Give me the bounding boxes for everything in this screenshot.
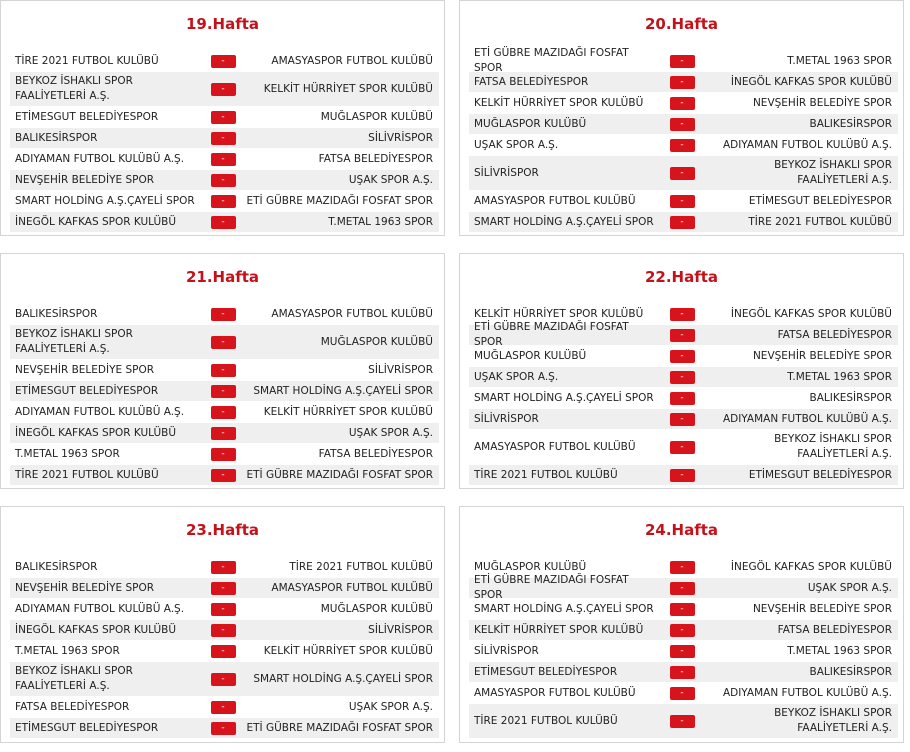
week-title: 23.Hafta <box>185 521 260 539</box>
score-badge[interactable]: - <box>670 603 695 616</box>
fixture-row[interactable] <box>469 620 898 641</box>
home-team: BALIKESİRSPOR <box>15 560 98 573</box>
fixture-row[interactable] <box>10 423 439 444</box>
fixture-row[interactable] <box>469 662 898 683</box>
away-team: ETİ GÜBRE MAZIDAĞI FOSFAT SPOR <box>246 468 433 481</box>
score-cell <box>200 673 246 686</box>
score-badge[interactable]: - <box>670 97 695 110</box>
home-team: İNEGÖL KAFKAS SPOR KULÜBÜ <box>15 426 177 439</box>
fixture-row[interactable] <box>469 683 898 704</box>
home-team: MUĞLASPOR KULÜBÜ <box>474 349 587 362</box>
away-team: İNEGÖL KAFKAS SPOR KULÜBÜ <box>730 75 892 88</box>
fixture-row[interactable] <box>469 47 898 74</box>
fixture-row[interactable] <box>10 465 439 486</box>
away-team: T.METAL 1963 SPOR <box>787 370 892 383</box>
score-cell <box>200 582 246 595</box>
score-cell <box>200 701 246 714</box>
fixture-row[interactable] <box>10 149 439 170</box>
score-badge[interactable]: - <box>211 336 236 349</box>
fixture-row[interactable] <box>10 620 439 641</box>
home-team: KELKİT HÜRRİYET SPOR KULÜBÜ <box>474 307 644 320</box>
home-team: SİLİVRİSPOR <box>474 412 539 425</box>
away-team: MUĞLASPOR KULÜBÜ <box>320 602 433 615</box>
fixture-row[interactable] <box>10 662 439 697</box>
away-team: NEVŞEHİR BELEDİYE SPOR <box>752 96 892 109</box>
score-badge[interactable]: - <box>211 195 236 208</box>
score-badge[interactable]: - <box>211 448 236 461</box>
score-cell <box>200 448 246 461</box>
fixture-row[interactable] <box>10 325 439 360</box>
week-card-20 <box>459 0 904 236</box>
home-team: BALIKESİRSPOR <box>15 131 98 144</box>
away-team: UŞAK SPOR A.Ş. <box>348 173 433 186</box>
away-team: BEYKOZ İSHAKLI SPOR FAALİYETLERİ A.Ş. <box>774 433 892 460</box>
score-cell <box>659 350 705 363</box>
fixture-row[interactable] <box>469 641 898 662</box>
score-badge[interactable]: - <box>670 666 695 679</box>
home-team: SMART HOLDİNG A.Ş.ÇAYELİ SPOR <box>474 602 654 615</box>
away-team: NEVŞEHİR BELEDİYE SPOR <box>752 602 892 615</box>
score-cell <box>200 624 246 637</box>
score-cell <box>659 329 705 342</box>
home-team: SMART HOLDİNG A.Ş.ÇAYELİ SPOR <box>15 194 195 207</box>
away-team: MUĞLASPOR KULÜBÜ <box>320 335 433 348</box>
score-cell <box>659 624 705 637</box>
away-team: BEYKOZ İSHAKLI SPOR FAALİYETLERİ A.Ş. <box>774 707 892 734</box>
score-badge[interactable]: - <box>211 624 236 637</box>
score-badge[interactable]: - <box>211 174 236 187</box>
home-team: BEYKOZ İSHAKLI SPOR FAALİYETLERİ A.Ş. <box>15 75 133 102</box>
score-cell <box>659 97 705 110</box>
score-badge[interactable]: - <box>670 687 695 700</box>
score-badge[interactable]: - <box>670 469 695 482</box>
score-cell <box>200 83 246 96</box>
fixture-row[interactable] <box>469 367 898 388</box>
score-cell <box>200 132 246 145</box>
score-badge[interactable]: - <box>211 645 236 658</box>
home-team: ETİ GÜBRE MAZIDAĞI FOSFAT SPOR <box>474 47 629 74</box>
fixture-row[interactable] <box>10 170 439 191</box>
home-team: T.METAL 1963 SPOR <box>15 644 120 657</box>
home-team: NEVŞEHİR BELEDİYE SPOR <box>15 581 155 594</box>
fixture-row[interactable] <box>10 697 439 718</box>
fixture-row[interactable] <box>469 409 898 430</box>
week-title: 20.Hafta <box>644 15 719 33</box>
score-cell <box>659 371 705 384</box>
score-cell <box>659 715 705 728</box>
home-team: ADIYAMAN FUTBOL KULÜBÜ A.Ş. <box>15 405 185 418</box>
away-team: MUĞLASPOR KULÜBÜ <box>320 110 433 123</box>
home-team: ETİ GÜBRE MAZIDAĞI FOSFAT SPOR <box>474 321 629 348</box>
away-team: ADIYAMAN FUTBOL KULÜBÜ A.Ş. <box>722 686 892 699</box>
score-badge[interactable]: - <box>211 132 236 145</box>
score-cell <box>200 364 246 377</box>
fixture-row[interactable] <box>469 704 898 739</box>
away-team: UŞAK SPOR A.Ş. <box>348 426 433 439</box>
fixture-row[interactable] <box>469 574 898 601</box>
fixture-row[interactable] <box>10 51 439 72</box>
week-card-22 <box>459 253 904 489</box>
fixture-row[interactable] <box>10 212 439 233</box>
fixture-row[interactable] <box>469 93 898 114</box>
home-team: FATSA BELEDİYESPOR <box>15 700 130 713</box>
score-badge[interactable]: - <box>670 645 695 658</box>
score-badge[interactable]: - <box>670 195 695 208</box>
week-card-24 <box>459 506 904 743</box>
away-team: ADIYAMAN FUTBOL KULÜBÜ A.Ş. <box>722 412 892 425</box>
away-team: SMART HOLDİNG A.Ş.ÇAYELİ SPOR <box>253 672 433 685</box>
away-team: ADIYAMAN FUTBOL KULÜBÜ A.Ş. <box>722 138 892 151</box>
score-cell <box>659 55 705 68</box>
away-team: T.METAL 1963 SPOR <box>787 54 892 67</box>
home-team: TİRE 2021 FUTBOL KULÜBÜ <box>15 468 159 481</box>
score-badge[interactable]: - <box>211 216 236 229</box>
score-badge[interactable]: - <box>670 167 695 180</box>
home-team: T.METAL 1963 SPOR <box>15 447 120 460</box>
score-badge[interactable]: - <box>211 582 236 595</box>
fixture-row[interactable] <box>469 465 898 486</box>
score-badge[interactable]: - <box>670 118 695 131</box>
score-cell <box>659 216 705 229</box>
away-team: UŞAK SPOR A.Ş. <box>348 700 433 713</box>
away-team: BALIKESİRSPOR <box>809 391 892 404</box>
fixture-row[interactable] <box>469 191 898 212</box>
score-cell <box>659 645 705 658</box>
fixture-row[interactable] <box>10 72 439 107</box>
away-team: KELKİT HÜRRİYET SPOR KULÜBÜ <box>263 405 433 418</box>
away-team: FATSA BELEDİYESPOR <box>777 328 892 341</box>
score-cell <box>200 55 246 68</box>
home-team: ETİ GÜBRE MAZIDAĞI FOSFAT SPOR <box>474 574 629 601</box>
fixture-row[interactable] <box>469 135 898 156</box>
score-cell <box>200 195 246 208</box>
score-cell <box>200 603 246 616</box>
away-team: TİRE 2021 FUTBOL KULÜBÜ <box>289 560 433 573</box>
away-team: BALIKESİRSPOR <box>809 665 892 678</box>
score-badge[interactable]: - <box>211 55 236 68</box>
home-team: TİRE 2021 FUTBOL KULÜBÜ <box>474 468 618 481</box>
fixture-row[interactable] <box>10 360 439 381</box>
away-team: SİLİVRİSPOR <box>368 623 433 636</box>
score-badge[interactable]: - <box>670 582 695 595</box>
score-badge[interactable]: - <box>670 624 695 637</box>
away-team: KELKİT HÜRRİYET SPOR KULÜBÜ <box>263 644 433 657</box>
score-cell <box>200 406 246 419</box>
away-team: ETİ GÜBRE MAZIDAĞI FOSFAT SPOR <box>246 721 433 734</box>
score-cell <box>659 413 705 426</box>
fixture-row[interactable] <box>469 212 898 233</box>
fixture-list <box>10 51 439 233</box>
home-team: İNEGÖL KAFKAS SPOR KULÜBÜ <box>15 215 177 228</box>
score-cell <box>659 76 705 89</box>
home-team: SİLİVRİSPOR <box>474 166 539 179</box>
score-badge[interactable]: - <box>211 722 236 735</box>
away-team: İNEGÖL KAFKAS SPOR KULÜBÜ <box>730 560 892 573</box>
fixture-row[interactable] <box>469 388 898 409</box>
score-badge[interactable]: - <box>211 111 236 124</box>
score-badge[interactable]: - <box>670 308 695 321</box>
fixture-list <box>469 47 898 233</box>
home-team: NEVŞEHİR BELEDİYE SPOR <box>15 363 155 376</box>
score-badge[interactable]: - <box>670 139 695 152</box>
score-badge[interactable]: - <box>670 371 695 384</box>
score-cell <box>200 308 246 321</box>
fixture-row[interactable] <box>10 578 439 599</box>
home-team: SMART HOLDİNG A.Ş.ÇAYELİ SPOR <box>474 391 654 404</box>
home-team: KELKİT HÜRRİYET SPOR KULÜBÜ <box>474 96 644 109</box>
away-team: AMASYASPOR FUTBOL KULÜBÜ <box>271 581 433 594</box>
away-team: NEVŞEHİR BELEDİYE SPOR <box>752 349 892 362</box>
score-badge[interactable]: - <box>211 153 236 166</box>
score-cell <box>659 308 705 321</box>
fixture-row[interactable] <box>10 718 439 739</box>
score-badge[interactable]: - <box>670 561 695 574</box>
away-team: TİRE 2021 FUTBOL KULÜBÜ <box>748 215 892 228</box>
home-team: SİLİVRİSPOR <box>474 644 539 657</box>
score-cell <box>659 603 705 616</box>
score-badge[interactable]: - <box>670 55 695 68</box>
home-team: TİRE 2021 FUTBOL KULÜBÜ <box>474 714 618 727</box>
week-title: 24.Hafta <box>644 521 719 539</box>
score-badge[interactable]: - <box>211 364 236 377</box>
fixture-row[interactable] <box>469 346 898 367</box>
fixture-row[interactable] <box>10 599 439 620</box>
away-team: İNEGÖL KAFKAS SPOR KULÜBÜ <box>730 307 892 320</box>
fixture-row[interactable] <box>10 557 439 578</box>
away-team: ETİMESGUT BELEDİYESPOR <box>748 194 892 207</box>
week-title: 22.Hafta <box>644 268 719 286</box>
score-cell <box>659 687 705 700</box>
fixture-row[interactable] <box>10 128 439 149</box>
score-badge[interactable]: - <box>670 216 695 229</box>
fixture-row[interactable] <box>10 641 439 662</box>
fixture-row[interactable] <box>10 107 439 128</box>
score-cell <box>659 582 705 595</box>
score-cell <box>200 153 246 166</box>
home-team: BALIKESİRSPOR <box>15 307 98 320</box>
score-badge[interactable]: - <box>670 413 695 426</box>
score-cell <box>200 385 246 398</box>
score-cell <box>200 111 246 124</box>
fixture-list <box>10 304 439 486</box>
score-badge[interactable]: - <box>211 701 236 714</box>
away-team: T.METAL 1963 SPOR <box>787 644 892 657</box>
fixture-row[interactable] <box>469 156 898 191</box>
score-cell <box>200 174 246 187</box>
score-cell <box>659 666 705 679</box>
home-team: NEVŞEHİR BELEDİYE SPOR <box>15 173 155 186</box>
home-team: UŞAK SPOR A.Ş. <box>474 138 559 151</box>
away-team: UŞAK SPOR A.Ş. <box>807 581 892 594</box>
score-badge[interactable]: - <box>670 392 695 405</box>
fixture-row[interactable] <box>469 599 898 620</box>
away-team: FATSA BELEDİYESPOR <box>318 447 433 460</box>
away-team: AMASYASPOR FUTBOL KULÜBÜ <box>271 54 433 67</box>
score-cell <box>659 561 705 574</box>
home-team: AMASYASPOR FUTBOL KULÜBÜ <box>474 686 636 699</box>
week-title: 21.Hafta <box>185 268 260 286</box>
home-team: UŞAK SPOR A.Ş. <box>474 370 559 383</box>
score-cell <box>200 645 246 658</box>
week-card-23 <box>0 506 445 743</box>
week-title: 19.Hafta <box>185 15 260 33</box>
home-team: KELKİT HÜRRİYET SPOR KULÜBÜ <box>474 623 644 636</box>
fixture-row[interactable] <box>10 402 439 423</box>
fixture-row[interactable] <box>469 114 898 135</box>
home-team: ADIYAMAN FUTBOL KULÜBÜ A.Ş. <box>15 152 185 165</box>
score-cell <box>659 167 705 180</box>
away-team: BALIKESİRSPOR <box>809 117 892 130</box>
fixture-row[interactable] <box>10 381 439 402</box>
away-team: SİLİVRİSPOR <box>368 363 433 376</box>
fixture-row[interactable] <box>469 72 898 93</box>
away-team: T.METAL 1963 SPOR <box>328 215 433 228</box>
score-badge[interactable]: - <box>670 329 695 342</box>
fixture-row[interactable] <box>469 321 898 348</box>
home-team: AMASYASPOR FUTBOL KULÜBÜ <box>474 440 636 453</box>
home-team: ADIYAMAN FUTBOL KULÜBÜ A.Ş. <box>15 602 185 615</box>
score-badge[interactable]: - <box>211 561 236 574</box>
fixture-row[interactable] <box>10 304 439 325</box>
away-team: FATSA BELEDİYESPOR <box>318 152 433 165</box>
home-team: TİRE 2021 FUTBOL KULÜBÜ <box>15 54 159 67</box>
score-badge[interactable]: - <box>211 83 236 96</box>
score-badge[interactable]: - <box>211 385 236 398</box>
home-team: MUĞLASPOR KULÜBÜ <box>474 560 587 573</box>
home-team: ETİMESGUT BELEDİYESPOR <box>15 721 159 734</box>
score-cell <box>200 336 246 349</box>
home-team: AMASYASPOR FUTBOL KULÜBÜ <box>474 194 636 207</box>
away-team: SİLİVRİSPOR <box>368 131 433 144</box>
week-card-21 <box>0 253 445 489</box>
away-team: SMART HOLDİNG A.Ş.ÇAYELİ SPOR <box>253 384 433 397</box>
fixture-list <box>469 304 898 486</box>
score-badge[interactable]: - <box>670 715 695 728</box>
score-badge[interactable]: - <box>211 603 236 616</box>
score-cell <box>200 216 246 229</box>
score-badge[interactable]: - <box>211 308 236 321</box>
score-cell <box>659 441 705 454</box>
score-cell <box>659 469 705 482</box>
score-badge[interactable]: - <box>211 469 236 482</box>
away-team: ETİMESGUT BELEDİYESPOR <box>748 468 892 481</box>
score-badge[interactable]: - <box>211 673 236 686</box>
home-team: FATSA BELEDİYESPOR <box>474 75 589 88</box>
away-team: KELKİT HÜRRİYET SPOR KULÜBÜ <box>263 82 433 95</box>
score-cell <box>659 139 705 152</box>
score-badge[interactable]: - <box>670 76 695 89</box>
home-team: ETİMESGUT BELEDİYESPOR <box>474 665 618 678</box>
away-team: AMASYASPOR FUTBOL KULÜBÜ <box>271 307 433 320</box>
week-card-19 <box>0 0 445 236</box>
home-team: BEYKOZ İSHAKLI SPOR FAALİYETLERİ A.Ş. <box>15 328 133 355</box>
score-cell <box>200 469 246 482</box>
score-cell <box>200 561 246 574</box>
home-team: İNEGÖL KAFKAS SPOR KULÜBÜ <box>15 623 177 636</box>
score-badge[interactable]: - <box>211 406 236 419</box>
away-team: FATSA BELEDİYESPOR <box>777 623 892 636</box>
score-cell <box>200 427 246 440</box>
score-cell <box>200 722 246 735</box>
fixture-row[interactable] <box>10 191 439 212</box>
score-cell <box>659 118 705 131</box>
fixture-list <box>10 557 439 739</box>
fixture-list <box>469 557 898 739</box>
fixture-row[interactable] <box>10 444 439 465</box>
away-team: ETİ GÜBRE MAZIDAĞI FOSFAT SPOR <box>246 194 433 207</box>
home-team: SMART HOLDİNG A.Ş.ÇAYELİ SPOR <box>474 215 654 228</box>
score-cell <box>659 195 705 208</box>
away-team: BEYKOZ İSHAKLI SPOR FAALİYETLERİ A.Ş. <box>774 159 892 186</box>
score-cell <box>659 392 705 405</box>
fixture-row[interactable] <box>469 430 898 465</box>
home-team: BEYKOZ İSHAKLI SPOR FAALİYETLERİ A.Ş. <box>15 665 133 692</box>
home-team: MUĞLASPOR KULÜBÜ <box>474 117 587 130</box>
home-team: ETİMESGUT BELEDİYESPOR <box>15 110 159 123</box>
score-badge[interactable]: - <box>211 427 236 440</box>
score-badge[interactable]: - <box>670 441 695 454</box>
home-team: ETİMESGUT BELEDİYESPOR <box>15 384 159 397</box>
score-badge[interactable]: - <box>670 350 695 363</box>
